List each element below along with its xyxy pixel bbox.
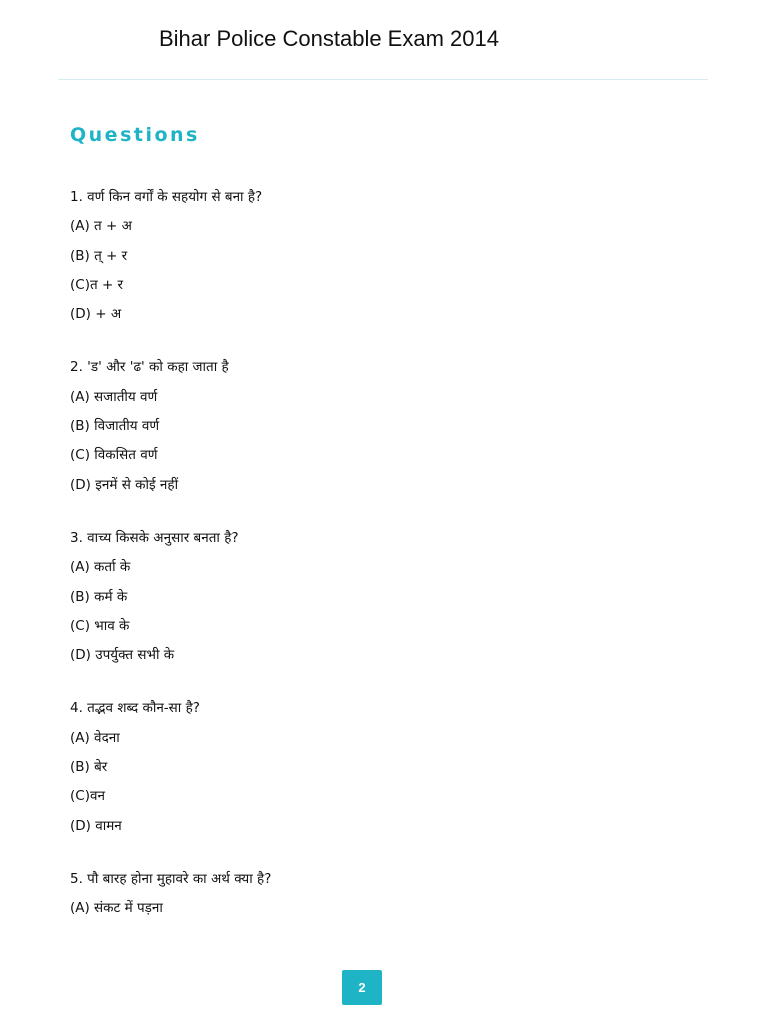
question-text: 2. 'ड' और 'ढ' को कहा जाता है [70,359,229,376]
question-text: 5. पौ बारह होना मुहावरे का अर्थ क्या है? [70,870,272,887]
question-block [70,694,710,840]
header-divider [58,79,708,80]
section-heading: Questions [70,124,200,146]
option-d: (D) वामन [70,817,122,834]
option-c: (C) विकसित वर्ण [70,447,158,464]
option-a: (A) सजातीय वर्ण [70,388,158,405]
option-d: (D) + अ [70,306,122,323]
option-b: (B) विजातीय वर्ण [70,418,160,435]
option-c: (C)वन [70,788,105,805]
question-block [70,183,710,329]
option-b: (B) त् + र [70,247,128,264]
option-c: (C) भाव के [70,617,130,634]
option-a: (A) त + अ [70,218,132,235]
question-text: 3. वाच्य किसके अनुसार बनता है? [70,529,239,546]
question-block [70,353,710,499]
question-block [70,865,710,924]
option-a: (A) वेदना [70,729,120,746]
question-text: 4. तद्भव शब्द कौन-सा है? [70,700,200,717]
page-title: Bihar Police Constable Exam 2014 [159,26,499,51]
option-a: (A) कर्ता के [70,559,131,576]
option-d: (D) उपर्युक्त सभी के [70,647,175,664]
option-d: (D) इनमें से कोई नहीं [70,476,179,493]
option-c: (C)त + र [70,276,124,293]
option-b: (B) कर्म के [70,588,128,605]
option-a: (A) संकट में पड़ना [70,900,163,917]
question-list [70,183,710,948]
question-block [70,524,710,670]
page-number-badge: 2 [342,970,382,1005]
question-text: 1. वर्ण किन वर्गों के सहयोग से बना है? [70,189,263,205]
option-b: (B) बेर [70,759,108,776]
